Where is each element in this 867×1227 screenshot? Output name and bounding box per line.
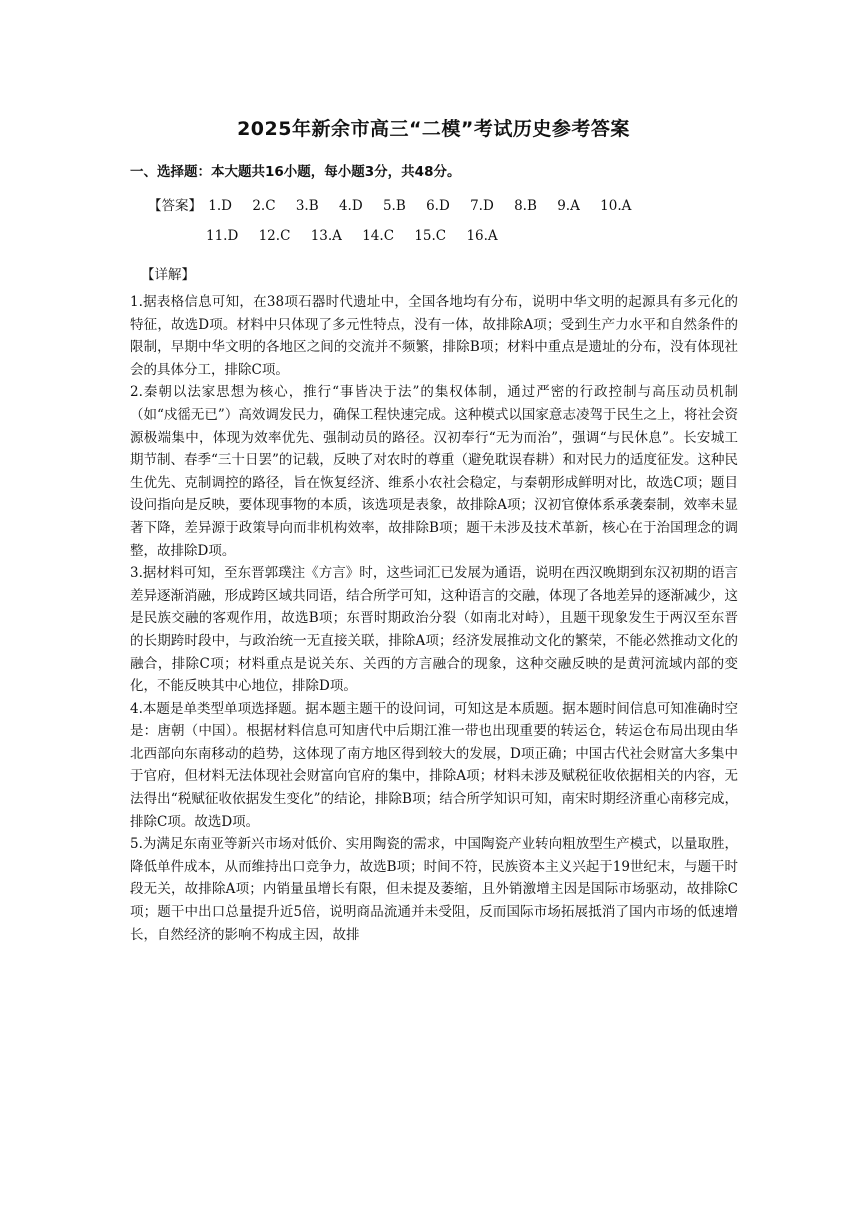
answer-key-row-1 <box>148 194 647 214</box>
answer-item: 12.C <box>258 228 291 244</box>
answer-item: 6.D <box>426 198 450 214</box>
document-title: 2025年新余市高三“二模”考试历史参考答案 <box>237 118 630 140</box>
answer-item: 15.C <box>414 228 447 244</box>
detail-label: 【详解】 <box>141 267 195 283</box>
answer-item: 5.B <box>382 198 406 214</box>
answer-item: 7.D <box>470 198 494 214</box>
explanation-paragraph: 3.据材料可知，至东晋郭璞注《方言》时，这些词汇已发展为通语，说明在西汉晚期到东汉初期的语言差异逐渐消融，形成跨区域共同语，结合所学可知，这种语言的交融，体现了各地差异的逐渐减少，这是民族交融的客观作用，故选B项；东晋时期政治分裂（如南北对峙），且题干现象发生于两汉至东晋的长期跨时段中，与政治统一无直接关联，排除A项；经济发展推动文化的繁荣，不能必然推动文化的融合，排除C项；材料重点是说关东、关西的方言融合的现象，这种交融反映的是黄河流域内部的变化，不能反映其中心地位，排除D项。 <box>130 565 738 695</box>
answer-item: 1.D <box>208 198 233 214</box>
answer-item: 10.A <box>600 198 632 214</box>
answer-item: 13.A <box>310 228 342 244</box>
explanation-paragraph: 2.秦朝以法家思想为核心，推行“事皆决于法”的集权体制，通过严密的行政控制与高压动员机制（如“戍徭无已”）高效调发民力，确保工程快速完成。这种模式以国家意志凌驾于民生之上，将社会资源极端集中，体现为效率优先、强制动员的路径。汉初奉行“无为而治”，强调“与民休息”。长安城工期节制、春季“三十日罢”的记载，反映了对农时的尊重（避免耽误春耕）和对民力的适度征发。这种民生优先、克制调控的路径，旨在恢复经济、维系小农社会稳定，与秦朝形成鲜明对比，故选C项；题目设问指向是反映，要体现事物的本质，该选项是表象，故排除A项；汉初官僚体系承袭秦制，效率未显著下降，差异源于政策导向而非机构效率，故排除B项；题干未涉及技术革新，核心在于治国理念的调整，故排除D项。 <box>130 384 738 559</box>
explanation-paragraph: 4.本题是单类型单项选择题。据本题主题干的设问词，可知这是本质题。据本题时间信息可知准确时空是：唐朝（中国）。根据材料信息可知唐代中后期江淮一带也出现重要的转运仓，转运仓布局出现由华北西部向东南移动的趋势，这体现了南方地区得到较大的发展，D项正确；中国古代社会财富大多集中于官府，但材料无法体现社会财富向官府的集中，排除A项；材料未涉及赋税征收依据相关的内容，无法得出“税赋征收依据发生变化”的结论，排除B项；结合所学知识可知，南宋时期经济重心南移完成，排除C项。故选D项。 <box>130 700 738 830</box>
answer-item: 3.B <box>295 198 319 214</box>
answer-key-row-2 <box>206 228 514 244</box>
explanations-body <box>130 291 738 946</box>
answer-item: 11.D <box>206 228 239 244</box>
answer-item: 14.C <box>362 228 395 244</box>
answer-item: 9.A <box>557 198 580 214</box>
answer-item: 16.A <box>466 228 498 244</box>
answer-item: 8.B <box>514 198 537 214</box>
answer-item: 2.C <box>252 198 276 214</box>
explanation-paragraph: 1.据表格信息可知，在38项石器时代遗址中，全国各地均有分布，说明中华文明的起源具有多元化的特征，故选D项。材料中只体现了多元性特点，没有一体，故排除A项；受到生产力水平和自然条件的限制，早期中华文明的各地区之间的交流并不频繁，排除B项；材料中重点是遗址的分布，没有体现社会的具体分工，排除C项。 <box>130 294 738 378</box>
answer-item: 4.D <box>338 198 363 214</box>
section-heading-choice: 一、选择题：本大题共16小题，每小题3分，共48分。 <box>130 164 461 180</box>
answer-label: 【答案】 <box>148 198 202 214</box>
explanation-paragraph: 5.为满足东南亚等新兴市场对低价、实用陶瓷的需求，中国陶瓷产业转向粗放型生产模式，以量取胜，降低单件成本，从而维持出口竞争力，故选B项；时间不符，民族资本主义兴起于19世纪末，与题干时段无关，故排除A项；内销量虽增长有限，但未提及萎缩，且外销激增主因是国际市场驱动，故排除C项；题干中出口总量提升近5倍，说明商品流通并未受阻，反而国际市场拓展抵消了国内市场的低速增长，自然经济的影响不构成主因，故排 <box>130 836 738 943</box>
